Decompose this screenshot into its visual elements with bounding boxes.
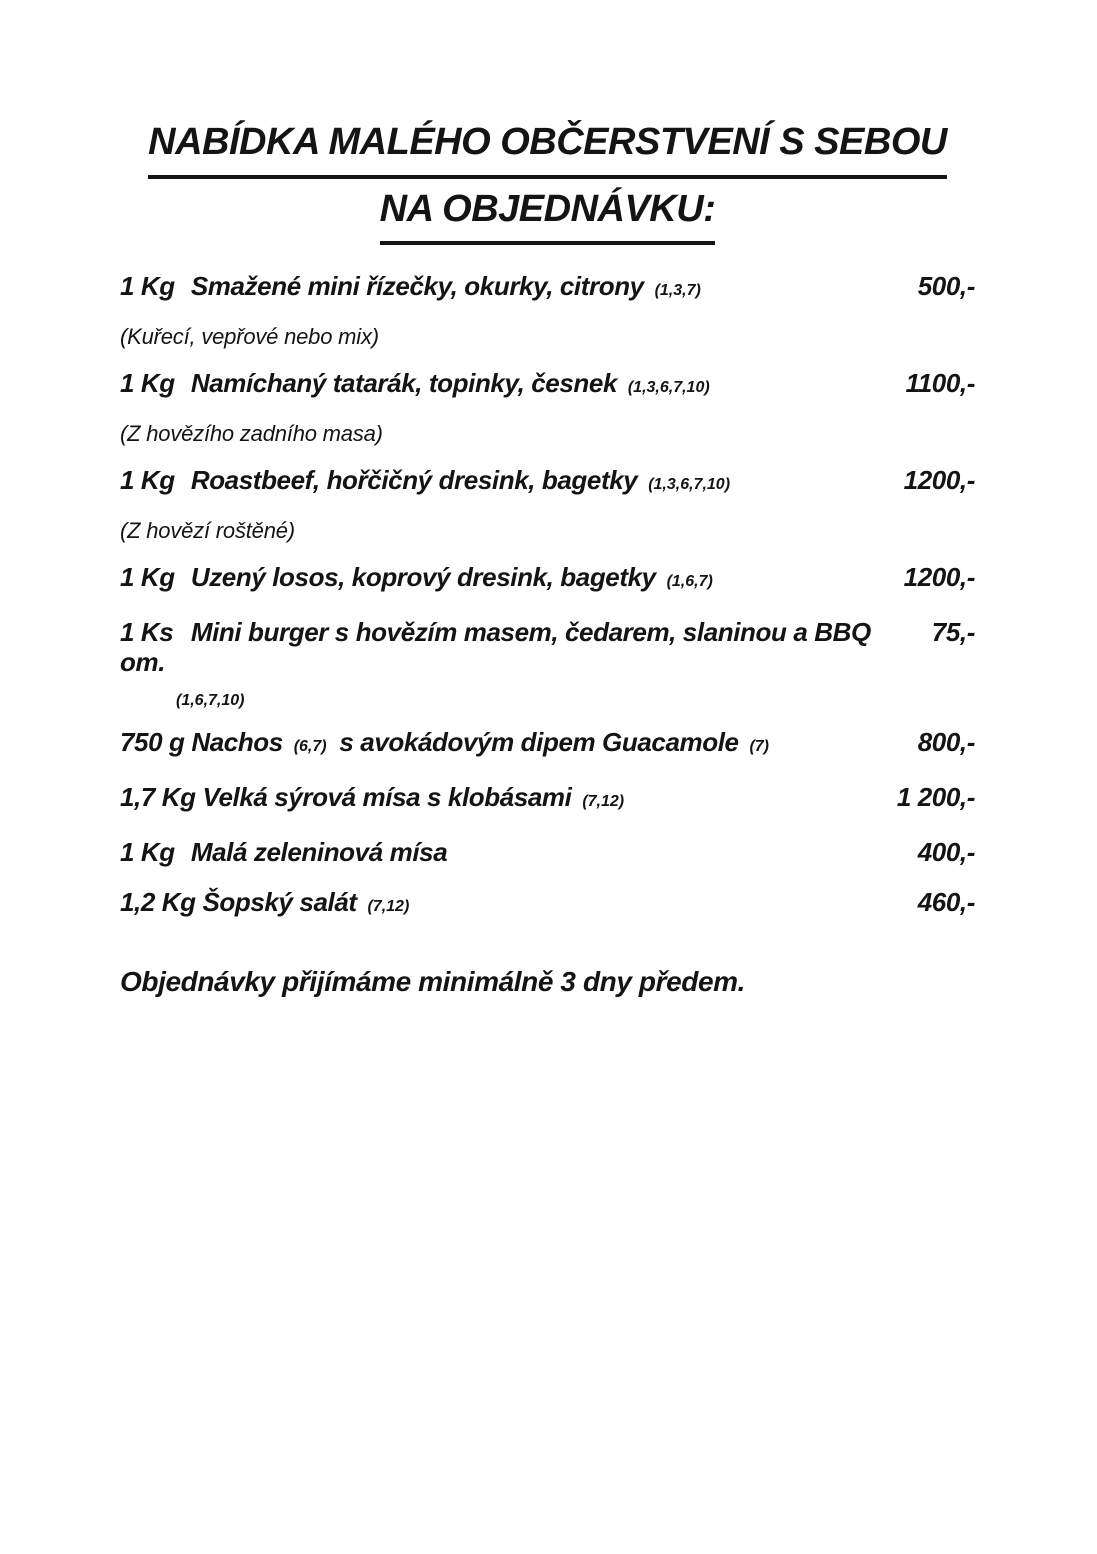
menu-item: [120, 617, 975, 711]
item-name: Šopský salát: [202, 887, 357, 918]
item-price: 500,-: [917, 271, 975, 302]
item-price: 1200,-: [903, 562, 975, 593]
menu-item-row: [120, 617, 975, 677]
item-price: 460,-: [917, 887, 975, 918]
item-allergens: (6,7): [293, 738, 327, 756]
menu-item-row: [120, 465, 975, 500]
menu-item-row: [120, 887, 975, 922]
item-text: [120, 368, 906, 403]
menu-item-row: [120, 782, 975, 817]
item-name: Mini burger s hovězím masem, čedarem, slaninou a BBQ om.: [120, 617, 871, 678]
menu-item: [120, 887, 975, 922]
item-text: [120, 782, 897, 817]
item-name: Nachos: [191, 727, 283, 758]
item-name: Malá zeleninová mísa: [190, 837, 448, 868]
page-title-line1: NABÍDKA MALÉHO OBČERSTVENÍ S SEBOU: [148, 112, 947, 179]
item-quantity: 1 Kg: [120, 368, 175, 399]
item-allergens: (1,3,6,7,10): [627, 379, 710, 397]
item-quantity: 1,7 Kg: [120, 782, 196, 813]
item-quantity: 750 g: [120, 727, 185, 758]
item-price: 1100,-: [905, 368, 975, 399]
item-price: 1200,-: [903, 465, 975, 496]
menu-item-row: [120, 562, 975, 597]
item-name-extra: s avokádovým dipem Guacamole: [339, 727, 739, 758]
item-quantity: 1 Kg: [120, 465, 175, 496]
item-name: Velká sýrová mísa s klobásami: [202, 782, 572, 813]
menu-item-row: [120, 368, 975, 403]
menu-item: [120, 562, 975, 597]
item-name: Roastbeef, hořčičný dresink, bagetky: [190, 465, 638, 496]
menu-item-row: [120, 271, 975, 306]
item-text: [120, 837, 918, 867]
menu-item: [120, 837, 975, 867]
footer-note: Objednávky přijímáme minimálně 3 dny předem.: [120, 966, 746, 998]
menu-item: [120, 271, 975, 350]
item-name: Namíchaný tatarák, topinky, česnek: [190, 368, 618, 399]
item-text: [120, 465, 904, 500]
item-allergens: (1,3,7): [654, 282, 701, 300]
item-text: [120, 887, 918, 922]
item-quantity: 1,2 Kg: [120, 887, 196, 918]
item-note: (Kuřecí, vepřové nebo mix): [120, 324, 379, 350]
item-text: [120, 617, 932, 677]
item-price: 1 200,-: [896, 782, 975, 813]
item-quantity: 1 Kg: [120, 271, 175, 302]
item-text: [120, 562, 904, 597]
item-text: [120, 727, 918, 762]
item-price: 800,-: [917, 727, 975, 758]
menu-item: [120, 727, 975, 762]
item-allergens: (1,6,7,10): [176, 692, 245, 710]
menu-item: [120, 782, 975, 817]
menu-item-row: [120, 727, 975, 762]
item-price: 400,-: [917, 837, 975, 868]
item-name: Smažené mini řízečky, okurky, citrony: [190, 271, 644, 302]
item-quantity: 1 Kg: [120, 562, 175, 593]
menu-item: [120, 465, 975, 544]
item-allergens: (1,3,6,7,10): [648, 476, 731, 494]
item-price: 75,-: [931, 617, 975, 648]
item-note: (Z hovězího zadního masa): [120, 421, 383, 447]
item-text: [120, 271, 918, 306]
item-allergens: (7,12): [367, 898, 410, 916]
item-name: Uzený losos, koprový dresink, bagetky: [190, 562, 656, 593]
page-title-line2: NA OBJEDNÁVKU:: [380, 179, 716, 246]
item-quantity: 1 Kg: [120, 837, 175, 868]
item-note: (Z hovězí roštěné): [120, 518, 295, 544]
menu-item-row: [120, 837, 975, 867]
menu-item: [120, 368, 975, 447]
page-title: [120, 112, 975, 245]
item-allergens-extra: (7): [749, 738, 770, 756]
item-quantity: 1 Ks: [120, 617, 174, 648]
item-allergens: (1,6,7): [666, 573, 713, 591]
item-allergens: (7,12): [582, 793, 625, 811]
